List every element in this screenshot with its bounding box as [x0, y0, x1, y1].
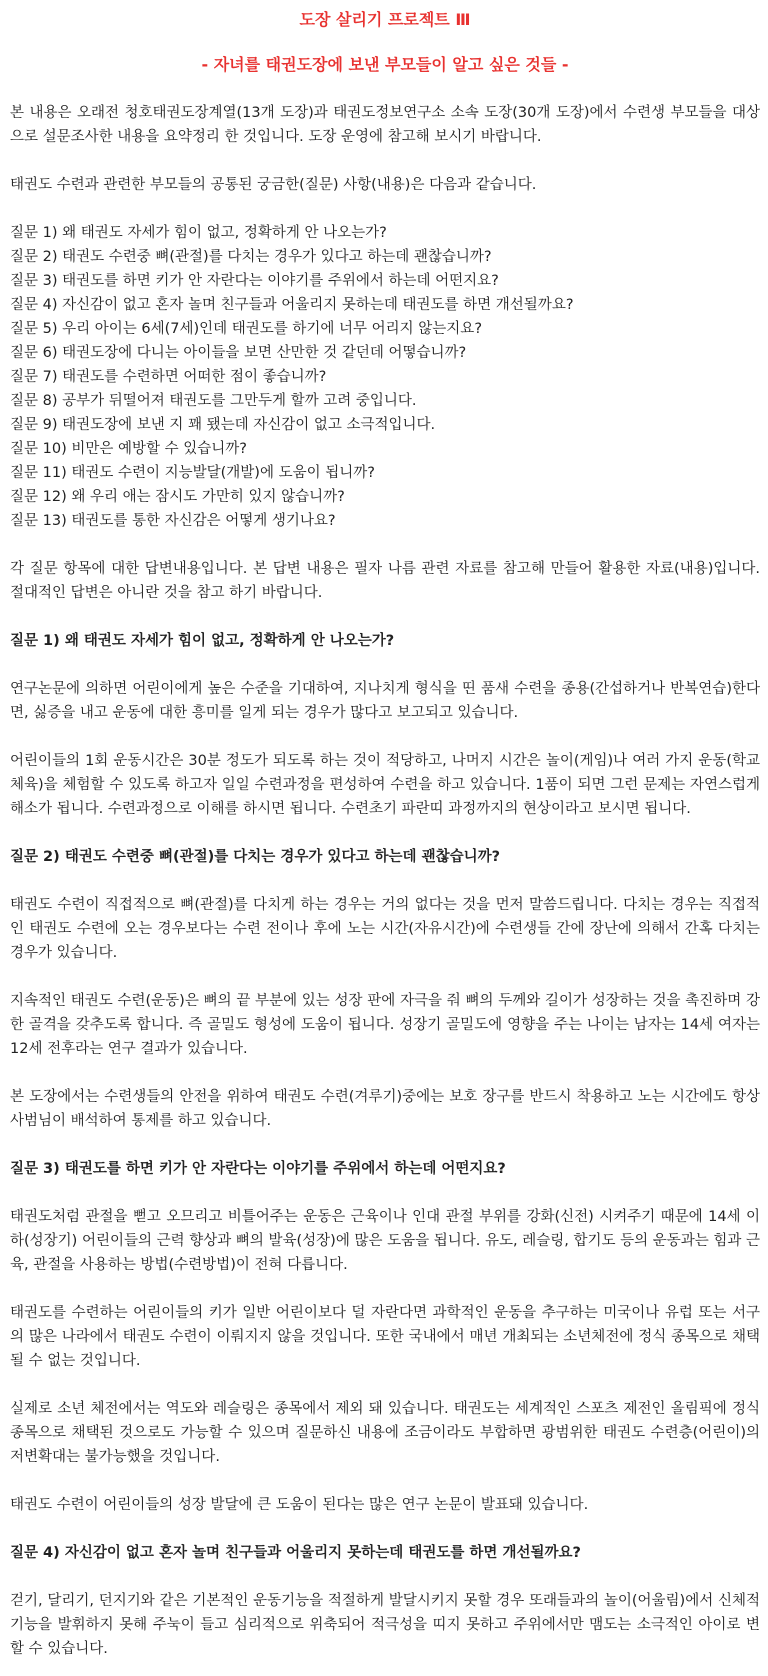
question-item: 질문 9) 태권도장에 보낸 지 꽤 됐는데 자신감이 없고 소극적입니다.: [10, 417, 436, 433]
section-paragraph: 연구논문에 의하면 어린이에게 높은 수준을 기대하여, 지나치게 형식을 띤 품새 수련을 종용(간섭하거나 반복연습)한다면, 싫증을 내고 운동에 대한 흥미를 일게 되는 경우가 많다고 보고되고 있습니다.: [10, 681, 760, 721]
section-paragraph: 지속적인 태권도 수련(운동)은 뼈의 끝 부분에 있는 성장 판에 자극을 줘 뼈의 두께와 길이가 성장하는 것을 촉진하며 강한 골격을 갖추도록 합니다. 즉 골밀도 형성에 도움이 됩니다. 성장기 골밀도에 영향을 주는 나이는 남자는 14세 여자는 12세 전후라는 연구 결과가 있습니다.: [10, 993, 760, 1057]
section-paragraph: 실제로 소년 체전에서는 역도와 레슬링은 종목에서 제외 돼 있습니다. 태권도는 세계적인 스포츠 제전인 올림픽에 정식 종목으로 채택된 것으로도 가능할 수 있으며 질문하신 내용에 조금이라도 부합하면 광범위한 태권도 수련층(어린이)의 저변확대는 불가능했을 것입니다.: [10, 1401, 760, 1465]
section-heading: 질문 3) 태권도를 하면 키가 안 자란다는 이야기를 주위에서 하는데 어떤지요?: [10, 1161, 506, 1177]
question-item: 질문 2) 태권도 수련중 뼈(관절)를 다치는 경우가 있다고 하는데 괜찮습니까?: [10, 249, 492, 265]
question-item: 질문 10) 비만은 예방할 수 있습니까?: [10, 441, 247, 457]
section-paragraph: 걷기, 달리기, 던지기와 같은 기본적인 운동기능을 적절하게 발달시키지 못할 경우 또래들과의 놀이(어울림)에서 신체적 기능을 발휘하지 못해 주눅이 들고 심리적으로 위축되어 적극성을 띠지 못하고 주위에서만 맴도는 소극적인 아이로 변할 수 있습니다.: [10, 1593, 760, 1657]
section-heading: 질문 2) 태권도 수련중 뼈(관절)를 다치는 경우가 있다고 하는데 괜찮습니까?: [10, 849, 501, 865]
section-paragraph: 태권도 수련이 어린이들의 성장 발달에 큰 도움이 된다는 많은 연구 논문이 발표돼 있습니다.: [10, 1497, 589, 1513]
section-paragraph: 태권도처럼 관절을 뻗고 오므리고 비틀어주는 운동은 근육이나 인대 관절 부위를 강화(신전) 시켜주기 때문에 14세 이하(성장기) 어린이들의 근력 향상과 뼈의 발육(성장)에 많은 도움을 됩니다. 유도, 레슬링, 합기도 등의 운동과는 힘과 근육, 관절을 사용하는 방법(수련방법)이 전혀 다릅니다.: [10, 1209, 760, 1273]
question-item: 질문 6) 태권도장에 다니는 아이들을 보면 산만한 것 같던데 어떻습니까?: [10, 345, 467, 361]
common-questions-intro: 태권도 수련과 관련한 부모들의 공통된 궁금한(질문) 사항(내용)은 다음과 같습니다.: [10, 177, 537, 193]
question-item: 질문 3) 태권도를 하면 키가 안 자란다는 이야기를 주위에서 하는데 어떤지요?: [10, 273, 499, 289]
section-paragraph: 태권도를 수련하는 어린이들의 키가 일반 어린이보다 덜 자란다면 과학적인 운동을 추구하는 미국이나 유럽 또는 서구의 많은 나라에서 태권도 수련이 이뤄지지 않을 것입니다. 또한 국내에서 매년 개최되는 소년체전에 정식 종목으로 채택 될 수 없는 것입니다.: [10, 1305, 760, 1369]
intro-paragraph: 본 내용은 오래전 청호태권도장계열(13개 도장)과 태권도정보연구소 소속 도장(30개 도장)에서 수련생 부모들을 대상으로 설문조사한 내용을 요약정리 한 것입니다. 도장 운영에 참고해 보시기 바랍니다.: [10, 105, 760, 145]
section-paragraph: 본 도장에서는 수련생들의 안전을 위하여 태권도 수련(겨루기)중에는 보호 장구를 반드시 착용하고 노는 시간에도 항상 사범님이 배석하여 통제를 하고 있습니다.: [10, 1089, 760, 1129]
question-item: 질문 4) 자신감이 없고 혼자 놀며 친구들과 어울리지 못하는데 태권도를 하면 개선될까요?: [10, 297, 574, 313]
question-item: 질문 8) 공부가 뒤떨어져 태권도를 그만두게 할까 고려 중입니다.: [10, 393, 417, 409]
section-heading: 질문 4) 자신감이 없고 혼자 놀며 친구들과 어울리지 못하는데 태권도를 하면 개선될까요?: [10, 1545, 581, 1561]
question-item: 질문 5) 우리 아이는 6세(7세)인데 태권도를 하기에 너무 어리지 않는지요?: [10, 321, 483, 337]
section-heading: 질문 1) 왜 태권도 자세가 힘이 없고, 정확하게 안 나오는가?: [10, 633, 395, 649]
document-subtitle: - 자녀를 태권도장에 보낸 부모들이 알고 싶은 것들 -: [201, 55, 569, 74]
question-list: [10, 221, 760, 533]
section-paragraph: 태권도 수련이 직접적으로 뼈(관절)를 다치게 하는 경우는 거의 없다는 것을 먼저 말씀드립니다. 다치는 경우는 직접적인 태권도 수련에 오는 경우보다는 수련 전이나 후에 노는 시간(자유시간)에 수련생들 간에 장난에 의해서 간혹 다치는 경우가 있습니다.: [10, 897, 760, 961]
section-paragraph: 어린이들의 1회 운동시간은 30분 정도가 되도록 하는 것이 적당하고, 나머지 시간은 놀이(게임)나 여러 가지 운동(학교체육)을 체험할 수 있도록 하고자 일일 수련과정을 편성하여 수련을 하고 있습니다. 1품이 되면 그런 문제는 자연스럽게 해소가 됩니다. 수련과정으로 이해를 하시면 됩니다. 수련초기 파란띠 과정까지의 현상이라고 보시면 됩니다.: [10, 753, 760, 817]
document-title: 도장 살리기 프로젝트 Ⅲ: [299, 10, 471, 29]
question-item: 질문 12) 왜 우리 애는 잠시도 가만히 있지 않습니까?: [10, 489, 345, 505]
answers-intro: 각 질문 항목에 대한 답변내용입니다. 본 답변 내용은 필자 나름 관련 자료를 참고해 만들어 활용한 자료(내용)입니다. 절대적인 답변은 아니란 것을 참고 하기 바랍니다.: [10, 561, 760, 601]
question-item: 질문 7) 태권도를 수련하면 어떠한 점이 좋습니까?: [10, 369, 327, 385]
question-item: 질문 1) 왜 태권도 자세가 힘이 없고, 정확하게 안 나오는가?: [10, 225, 387, 241]
question-item: 질문 13) 태권도를 통한 자신감은 어떻게 생기나요?: [10, 513, 336, 529]
question-item: 질문 11) 태권도 수련이 지능발달(개발)에 도움이 됩니까?: [10, 465, 375, 481]
